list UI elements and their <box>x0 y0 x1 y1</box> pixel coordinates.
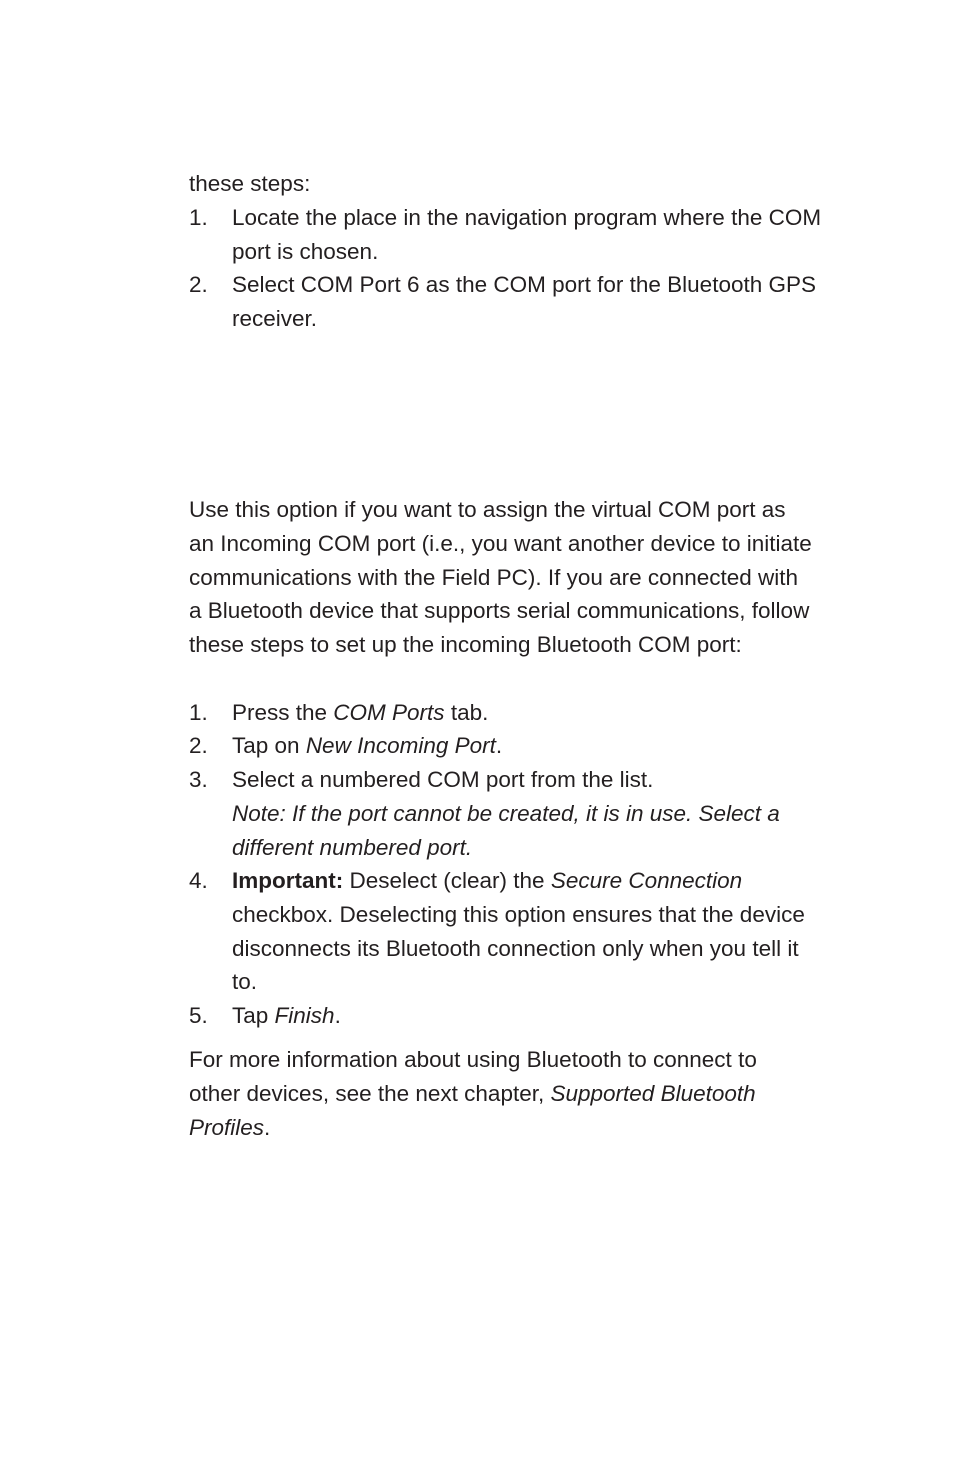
list-number: 4. <box>189 868 208 893</box>
list-number: 2. <box>189 733 208 758</box>
list-item <box>189 696 839 730</box>
ui-term: Secure Connection <box>550 868 743 893</box>
list-item <box>189 201 839 269</box>
important-label: Important: <box>232 868 344 893</box>
list-text: Tap on New Incoming Port. <box>232 733 503 758</box>
list-number: 5. <box>189 1003 208 1028</box>
list-item <box>189 999 839 1033</box>
ui-term: Finish <box>274 1003 335 1028</box>
list-number: 1. <box>189 700 208 725</box>
list-text: Important: Deselect (clear) the Secure Connection checkbox. Deselecting this option ensures that the device disconnects its Bluetooth connection only when you tell it to. <box>232 868 805 995</box>
list-item <box>189 268 839 336</box>
list-text: Select COM Port 6 as the COM port for the Bluetooth GPS receiver. <box>232 272 817 331</box>
list-text: Tap Finish. <box>232 1003 341 1028</box>
chapter-reference: Supported Bluetooth Profiles <box>189 1080 756 1140</box>
list-item <box>189 864 839 999</box>
list-item <box>189 763 839 864</box>
ui-term: COM Ports <box>333 700 445 725</box>
body-paragraph: Use this option if you want to assign the virtual COM port as an Incoming COM port (i.e., you want another device to initiate communications with the Field PC). If you are connected with a Bluetooth device that supports serial communications, follow these steps to set up the incoming Bluetooth COM port: <box>189 497 812 658</box>
list-text: Press the COM Ports tab. <box>232 700 489 725</box>
list-item <box>189 729 839 763</box>
list-text: Select a numbered COM port from the list. <box>232 767 654 792</box>
list-number: 2. <box>189 272 208 297</box>
list-number: 1. <box>189 205 208 230</box>
closing-paragraph: For more information about using Bluetooth to connect to other devices, see the next chapter, Supported Bluetooth Profiles. <box>189 1047 757 1140</box>
ui-term: New Incoming Port <box>305 733 496 758</box>
list-number: 3. <box>189 767 208 792</box>
intro-text: these steps: <box>189 171 311 196</box>
note-text: Note: If the port cannot be created, it is in use. Select a different numbered port. <box>232 800 780 860</box>
list-text: Locate the place in the navigation program where the COM port is chosen. <box>232 205 822 264</box>
